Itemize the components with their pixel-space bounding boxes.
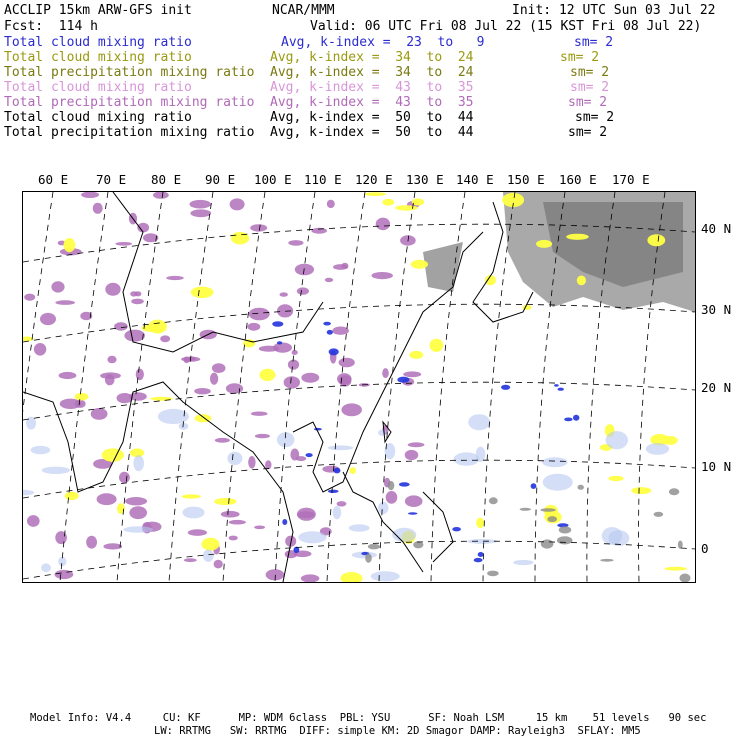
map-canvas xyxy=(23,192,695,582)
cloud-blob-blue xyxy=(306,453,313,457)
cloud-blob-gray xyxy=(368,544,380,550)
cloud-blob-blue xyxy=(314,428,322,431)
cloud-blob-yellow xyxy=(566,234,589,240)
lat-label: 20 N xyxy=(701,380,732,395)
cloud-blob-lightblue xyxy=(378,502,388,514)
precip-blob-purple xyxy=(105,283,120,296)
precip-blob-purple xyxy=(339,375,351,386)
cloud-blob-blue xyxy=(272,321,283,327)
cloud-blob-gray xyxy=(559,526,572,533)
precip-blob-purple xyxy=(230,198,245,210)
precip-blob-purple xyxy=(166,276,184,280)
precip-blob-purple xyxy=(372,272,393,279)
precip-blob-purple xyxy=(280,292,288,296)
precip-blob-purple xyxy=(75,400,86,408)
precip-blob-purple xyxy=(124,330,145,342)
cloud-blob-yellow xyxy=(243,339,255,347)
cloud-blob-blue xyxy=(327,330,333,335)
lon-label: 160 E xyxy=(559,172,597,187)
cloud-blob-yellow xyxy=(608,476,623,481)
cloud-blob-lightblue xyxy=(227,452,242,465)
cloud-blob-lightblue xyxy=(182,507,204,519)
precip-blob-purple xyxy=(153,192,169,199)
cloud-blob-lightblue xyxy=(543,474,573,491)
precip-blob-purple xyxy=(255,434,270,438)
field-sm: sm= 2 xyxy=(570,65,610,80)
precip-blob-purple xyxy=(288,360,299,370)
lon-label: 140 E xyxy=(456,172,494,187)
cloud-blob-gray xyxy=(680,574,691,583)
model-info-line2: LW: RRTMG SW: RRTMG DIFF: simple KM: 2D Smagor DAMP: Rayleigh3 SFLAY: MM5 xyxy=(154,725,641,737)
cloud-blob-gray xyxy=(520,508,531,511)
cloud-blob-gray xyxy=(600,559,613,562)
precip-blob-purple xyxy=(97,493,117,505)
cloud-blob-gray xyxy=(669,488,679,495)
lat-label: 40 N xyxy=(701,221,732,236)
cloud-blob-yellow xyxy=(476,518,484,529)
cloud-blob-lightblue xyxy=(513,560,533,565)
cloud-blob-lightblue xyxy=(123,526,153,532)
precip-blob-purple xyxy=(137,223,149,233)
lon-label: 120 E xyxy=(355,172,393,187)
precip-blob-purple xyxy=(136,369,144,381)
cloud-blob-lightblue xyxy=(328,445,354,450)
cloud-blob-lightblue xyxy=(333,506,342,519)
cloud-blob-yellow xyxy=(65,492,79,500)
precip-blob-purple xyxy=(292,350,298,355)
cloud-blob-lightblue xyxy=(371,571,400,581)
cloud-blob-yellow xyxy=(350,467,356,474)
precip-blob-purple xyxy=(130,291,137,296)
cloud-blob-yellow xyxy=(664,567,687,571)
cloud-blob-blue xyxy=(573,415,579,421)
precip-blob-purple xyxy=(184,558,197,562)
precip-blob-purple xyxy=(339,358,355,368)
precip-blob-purple xyxy=(55,300,75,305)
cloud-blob-gray xyxy=(489,497,498,504)
cloud-blob-lightblue xyxy=(378,430,386,436)
precip-blob-purple xyxy=(114,322,128,330)
cloud-blob-yellow xyxy=(214,498,236,505)
cloud-blob-gray xyxy=(678,541,683,549)
precip-blob-purple xyxy=(251,412,268,416)
field-name: Total cloud mixing ratio xyxy=(4,80,192,95)
precip-blob-purple xyxy=(376,218,390,231)
field-avg: Avg, k-index = 23 to 9 xyxy=(281,35,485,50)
cloud-blob-yellow xyxy=(365,192,386,196)
map-panel xyxy=(22,191,696,583)
precip-blob-purple xyxy=(327,200,335,208)
cloud-blob-blue xyxy=(277,341,282,344)
precip-blob-purple xyxy=(296,456,306,461)
lon-label: 70 E xyxy=(96,172,127,187)
precip-blob-purple xyxy=(34,343,46,356)
precip-blob-purple xyxy=(229,536,238,541)
field-avg: Avg, k-index = 50 to 44 xyxy=(270,110,474,125)
cloud-blob-yellow xyxy=(64,238,76,252)
cloud-blob-lightblue xyxy=(133,455,144,471)
valid-time: Valid: 06 UTC Fri 08 Jul 22 (15 KST Fri 08 Jul 22) xyxy=(310,19,702,34)
cloud-blob-blue xyxy=(452,527,461,531)
precip-blob-purple xyxy=(107,356,116,363)
lon-label: 130 E xyxy=(406,172,444,187)
lat-label: 0 xyxy=(701,541,709,556)
cloud-blob-yellow xyxy=(577,276,586,286)
cloud-blob-yellow xyxy=(663,436,677,445)
cloud-blob-lightblue xyxy=(646,443,669,455)
cloud-blob-yellow xyxy=(148,320,167,334)
precip-blob-purple xyxy=(129,506,147,519)
cloud-blob-lightblue xyxy=(602,527,623,545)
field-avg: Avg, k-index = 34 to 24 xyxy=(270,50,474,65)
meridian-line xyxy=(169,192,213,582)
precip-blob-purple xyxy=(247,323,260,331)
cloud-blob-blue xyxy=(564,418,572,422)
precip-blob-purple xyxy=(325,278,333,282)
precip-blob-purple xyxy=(341,263,348,269)
cloud-blob-gray xyxy=(541,539,554,548)
cloud-blob-yellow xyxy=(202,538,220,551)
cloud-blob-gray xyxy=(578,485,584,490)
precip-blob-purple xyxy=(408,442,425,447)
field-avg: Avg, k-index = 50 to 44 xyxy=(270,125,474,140)
field-sm: sm= 2 xyxy=(568,95,608,110)
precip-blob-purple xyxy=(131,299,144,305)
precip-blob-purple xyxy=(288,240,303,246)
cloud-blob-yellow xyxy=(409,351,423,359)
field-name: Total precipitation mixing ratio xyxy=(4,95,255,110)
field-sm: sm= 2 xyxy=(568,125,608,140)
precip-blob-purple xyxy=(184,357,190,364)
precip-blob-purple xyxy=(190,209,211,217)
precip-blob-purple xyxy=(301,574,320,582)
lat-label: 10 N xyxy=(701,459,732,474)
model-title: ACCLIP 15km ARW-GFS init xyxy=(4,3,192,18)
precip-blob-purple xyxy=(194,388,211,394)
cloud-blob-lightblue xyxy=(23,490,34,495)
cloud-blob-yellow xyxy=(102,448,124,461)
cloud-blob-yellow xyxy=(395,205,418,210)
field-name: Total precipitation mixing ratio xyxy=(4,125,255,140)
precip-blob-purple xyxy=(81,192,99,198)
cloud-blob-blue xyxy=(399,482,410,486)
cloud-blob-lightblue xyxy=(298,531,326,543)
precip-blob-purple xyxy=(115,242,132,246)
field-avg: Avg, k-index = 43 to 35 xyxy=(270,95,474,110)
cloud-blob-blue xyxy=(334,468,341,474)
field-sm: sm= 2 xyxy=(574,35,614,50)
precip-blob-purple xyxy=(229,520,246,525)
precip-blob-purple xyxy=(59,372,77,379)
coastline xyxy=(423,492,453,562)
precip-blob-purple xyxy=(226,383,243,393)
precip-blob-purple xyxy=(215,438,230,443)
cloud-blob-yellow xyxy=(340,572,362,582)
cloud-blob-yellow xyxy=(75,393,89,401)
cloud-blob-blue xyxy=(478,552,484,557)
cloud-blob-blue xyxy=(408,512,417,514)
cloud-blob-lightblue xyxy=(542,457,567,467)
precip-blob-purple xyxy=(405,495,423,507)
precip-blob-purple xyxy=(405,450,419,460)
cloud-blob-lightblue xyxy=(41,563,51,572)
cloud-blob-blue xyxy=(501,385,510,390)
precip-blob-purple xyxy=(284,376,300,388)
precip-blob-purple xyxy=(265,460,271,469)
precip-blob-purple xyxy=(212,363,226,373)
precip-blob-purple xyxy=(332,327,349,335)
cloud-blob-gray xyxy=(654,512,664,517)
field-sm: sm= 2 xyxy=(570,80,610,95)
cloud-blob-lightblue xyxy=(468,414,490,430)
forecast-hour: Fcst: 114 h xyxy=(4,19,98,34)
cloud-blob-yellow xyxy=(412,198,424,205)
precip-blob-purple xyxy=(341,403,362,416)
lon-label: 170 E xyxy=(612,172,650,187)
lon-label: 150 E xyxy=(507,172,545,187)
precip-blob-purple xyxy=(254,526,265,530)
cloud-blob-gray xyxy=(557,536,573,544)
cloud-blob-lightblue xyxy=(467,539,496,544)
precip-blob-purple xyxy=(105,374,115,385)
field-name: Total cloud mixing ratio xyxy=(4,35,192,50)
cloud-blob-lightblue xyxy=(454,452,480,465)
init-time: Init: 12 UTC Sun 03 Jul 22 xyxy=(512,3,716,18)
field-avg: Avg, k-index = 43 to 35 xyxy=(270,80,474,95)
coastline xyxy=(23,382,293,582)
precip-blob-purple xyxy=(297,508,316,521)
precip-blob-purple xyxy=(86,536,97,549)
lon-label: 110 E xyxy=(304,172,342,187)
cloud-blob-lightblue xyxy=(476,447,486,462)
cloud-blob-lightblue xyxy=(42,467,70,474)
cloud-blob-blue xyxy=(328,490,339,493)
cloud-blob-lightblue xyxy=(349,524,370,531)
precip-blob-purple xyxy=(259,346,279,352)
precip-blob-purple xyxy=(337,501,347,506)
meridian-line xyxy=(327,192,365,582)
lon-label: 80 E xyxy=(151,172,182,187)
cloud-blob-yellow xyxy=(631,487,651,494)
cloud-blob-blue xyxy=(558,388,564,391)
precip-blob-purple xyxy=(40,313,56,325)
cloud-blob-gray xyxy=(365,553,372,562)
center-label: NCAR/MMM xyxy=(272,3,335,18)
cloud-blob-blue xyxy=(474,558,483,562)
field-name: Total precipitation mixing ratio xyxy=(4,65,255,80)
precip-blob-purple xyxy=(297,287,309,294)
precip-blob-purple xyxy=(382,368,389,378)
field-sm: sm= 2 xyxy=(575,110,615,125)
lon-label: 100 E xyxy=(254,172,292,187)
precip-blob-purple xyxy=(103,543,122,549)
field-name: Total cloud mixing ratio xyxy=(4,110,192,125)
cloud-blob-gray xyxy=(540,508,555,511)
precip-blob-purple xyxy=(190,200,211,209)
cloud-blob-blue xyxy=(282,519,287,525)
precip-blob-purple xyxy=(249,308,270,321)
lon-label: 90 E xyxy=(205,172,236,187)
cloud-blob-lightblue xyxy=(606,431,628,449)
cloud-blob-gray xyxy=(547,516,557,522)
precip-blob-purple xyxy=(214,560,223,569)
cloud-blob-gray xyxy=(388,481,395,490)
precip-blob-purple xyxy=(301,373,319,383)
cloud-blob-yellow xyxy=(191,287,214,298)
precip-blob-purple xyxy=(93,203,103,214)
cloud-blob-gray xyxy=(487,571,499,577)
precip-blob-purple xyxy=(189,357,196,361)
cloud-blob-yellow xyxy=(430,339,444,352)
precip-blob-purple xyxy=(386,491,398,504)
parallel-line xyxy=(23,541,695,579)
precip-blob-purple xyxy=(210,373,218,385)
precip-blob-purple xyxy=(51,281,64,292)
cloud-blob-blue xyxy=(531,483,537,489)
cloud-blob-yellow xyxy=(411,260,428,269)
cloud-blob-blue xyxy=(329,348,339,355)
cloud-blob-blue xyxy=(397,377,409,383)
cloud-blob-lightblue xyxy=(31,446,51,455)
cloud-blob-yellow xyxy=(182,494,201,498)
precip-blob-purple xyxy=(248,456,255,469)
cloud-blob-yellow xyxy=(231,232,249,245)
cloud-blob-yellow xyxy=(259,369,275,381)
precip-blob-purple xyxy=(24,294,35,301)
cloud-blob-yellow xyxy=(536,240,552,248)
cloud-blob-lightblue xyxy=(26,417,36,430)
cloud-blob-yellow xyxy=(382,199,394,206)
cloud-blob-yellow xyxy=(150,397,173,401)
lon-label: 60 E xyxy=(38,172,69,187)
cloud-blob-blue xyxy=(323,322,331,326)
field-sm: sm= 2 xyxy=(560,50,600,65)
lat-label: 30 N xyxy=(701,302,732,317)
cloud-blob-yellow xyxy=(647,234,665,246)
precip-blob-purple xyxy=(250,224,267,231)
precip-blob-purple xyxy=(119,472,130,483)
field-name: Total cloud mixing ratio xyxy=(4,50,192,65)
field-avg: Avg, k-index = 34 to 24 xyxy=(270,65,474,80)
cloud-blob-lightblue xyxy=(203,550,214,562)
cloud-blob-blue xyxy=(554,384,559,387)
precip-blob-purple xyxy=(27,515,40,527)
precip-blob-purple xyxy=(160,335,170,342)
precip-blob-purple xyxy=(188,529,207,536)
precip-blob-purple xyxy=(125,497,147,505)
precip-blob-purple xyxy=(403,371,421,377)
precip-blob-purple xyxy=(221,511,240,518)
model-info-line1: Model Info: V4.4 CU: KF MP: WDM 6class PBL: YSU SF: Noah LSM 15 km 51 levels 90 sec xyxy=(30,712,707,724)
